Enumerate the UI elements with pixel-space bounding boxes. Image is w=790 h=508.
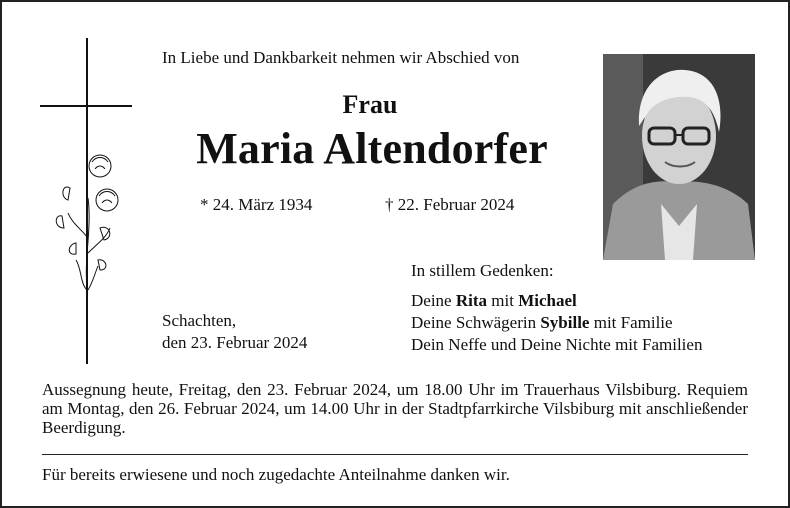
- cross-icon: [40, 38, 135, 364]
- mourner-line: Deine Schwägerin Sybille mit Familie: [411, 313, 673, 332]
- mourners-block: [411, 260, 702, 356]
- mourner-line: Dein Neffe und Deine Nichte mit Familien: [411, 335, 703, 354]
- place-line: Schachten,: [162, 311, 237, 330]
- honorific: Frau: [342, 90, 398, 119]
- intro-text: In Liebe und Dankbarkeit nehmen wir Abschied von: [162, 48, 520, 67]
- place-and-date: [162, 310, 307, 354]
- mourners-heading: In stillem Gedenken:: [411, 261, 554, 280]
- death-date: † 22. Februar 2024: [385, 195, 515, 214]
- deceased-name: Maria Altendorfer: [196, 124, 548, 173]
- divider: [42, 454, 748, 455]
- portrait-photo: [603, 54, 755, 260]
- mourner-line: Deine Rita mit Michael: [411, 291, 577, 310]
- funeral-details: Aussegnung heute, Freitag, den 23. Februar 2024, um 18.00 Uhr im Trauerhaus Vilsbiburg. Requiem am Montag, den 26. Februar 2024, um 14.00 Uhr in der Stadtpfarrkirche Vilsbiburg mit anschließender Beerdigung.: [42, 380, 748, 437]
- thanks-text: Für bereits erwiesene und noch zugedachte Anteilnahme danken wir.: [42, 465, 510, 484]
- birth-date: * 24. März 1934: [200, 195, 313, 214]
- date-line: den 23. Februar 2024: [162, 333, 308, 352]
